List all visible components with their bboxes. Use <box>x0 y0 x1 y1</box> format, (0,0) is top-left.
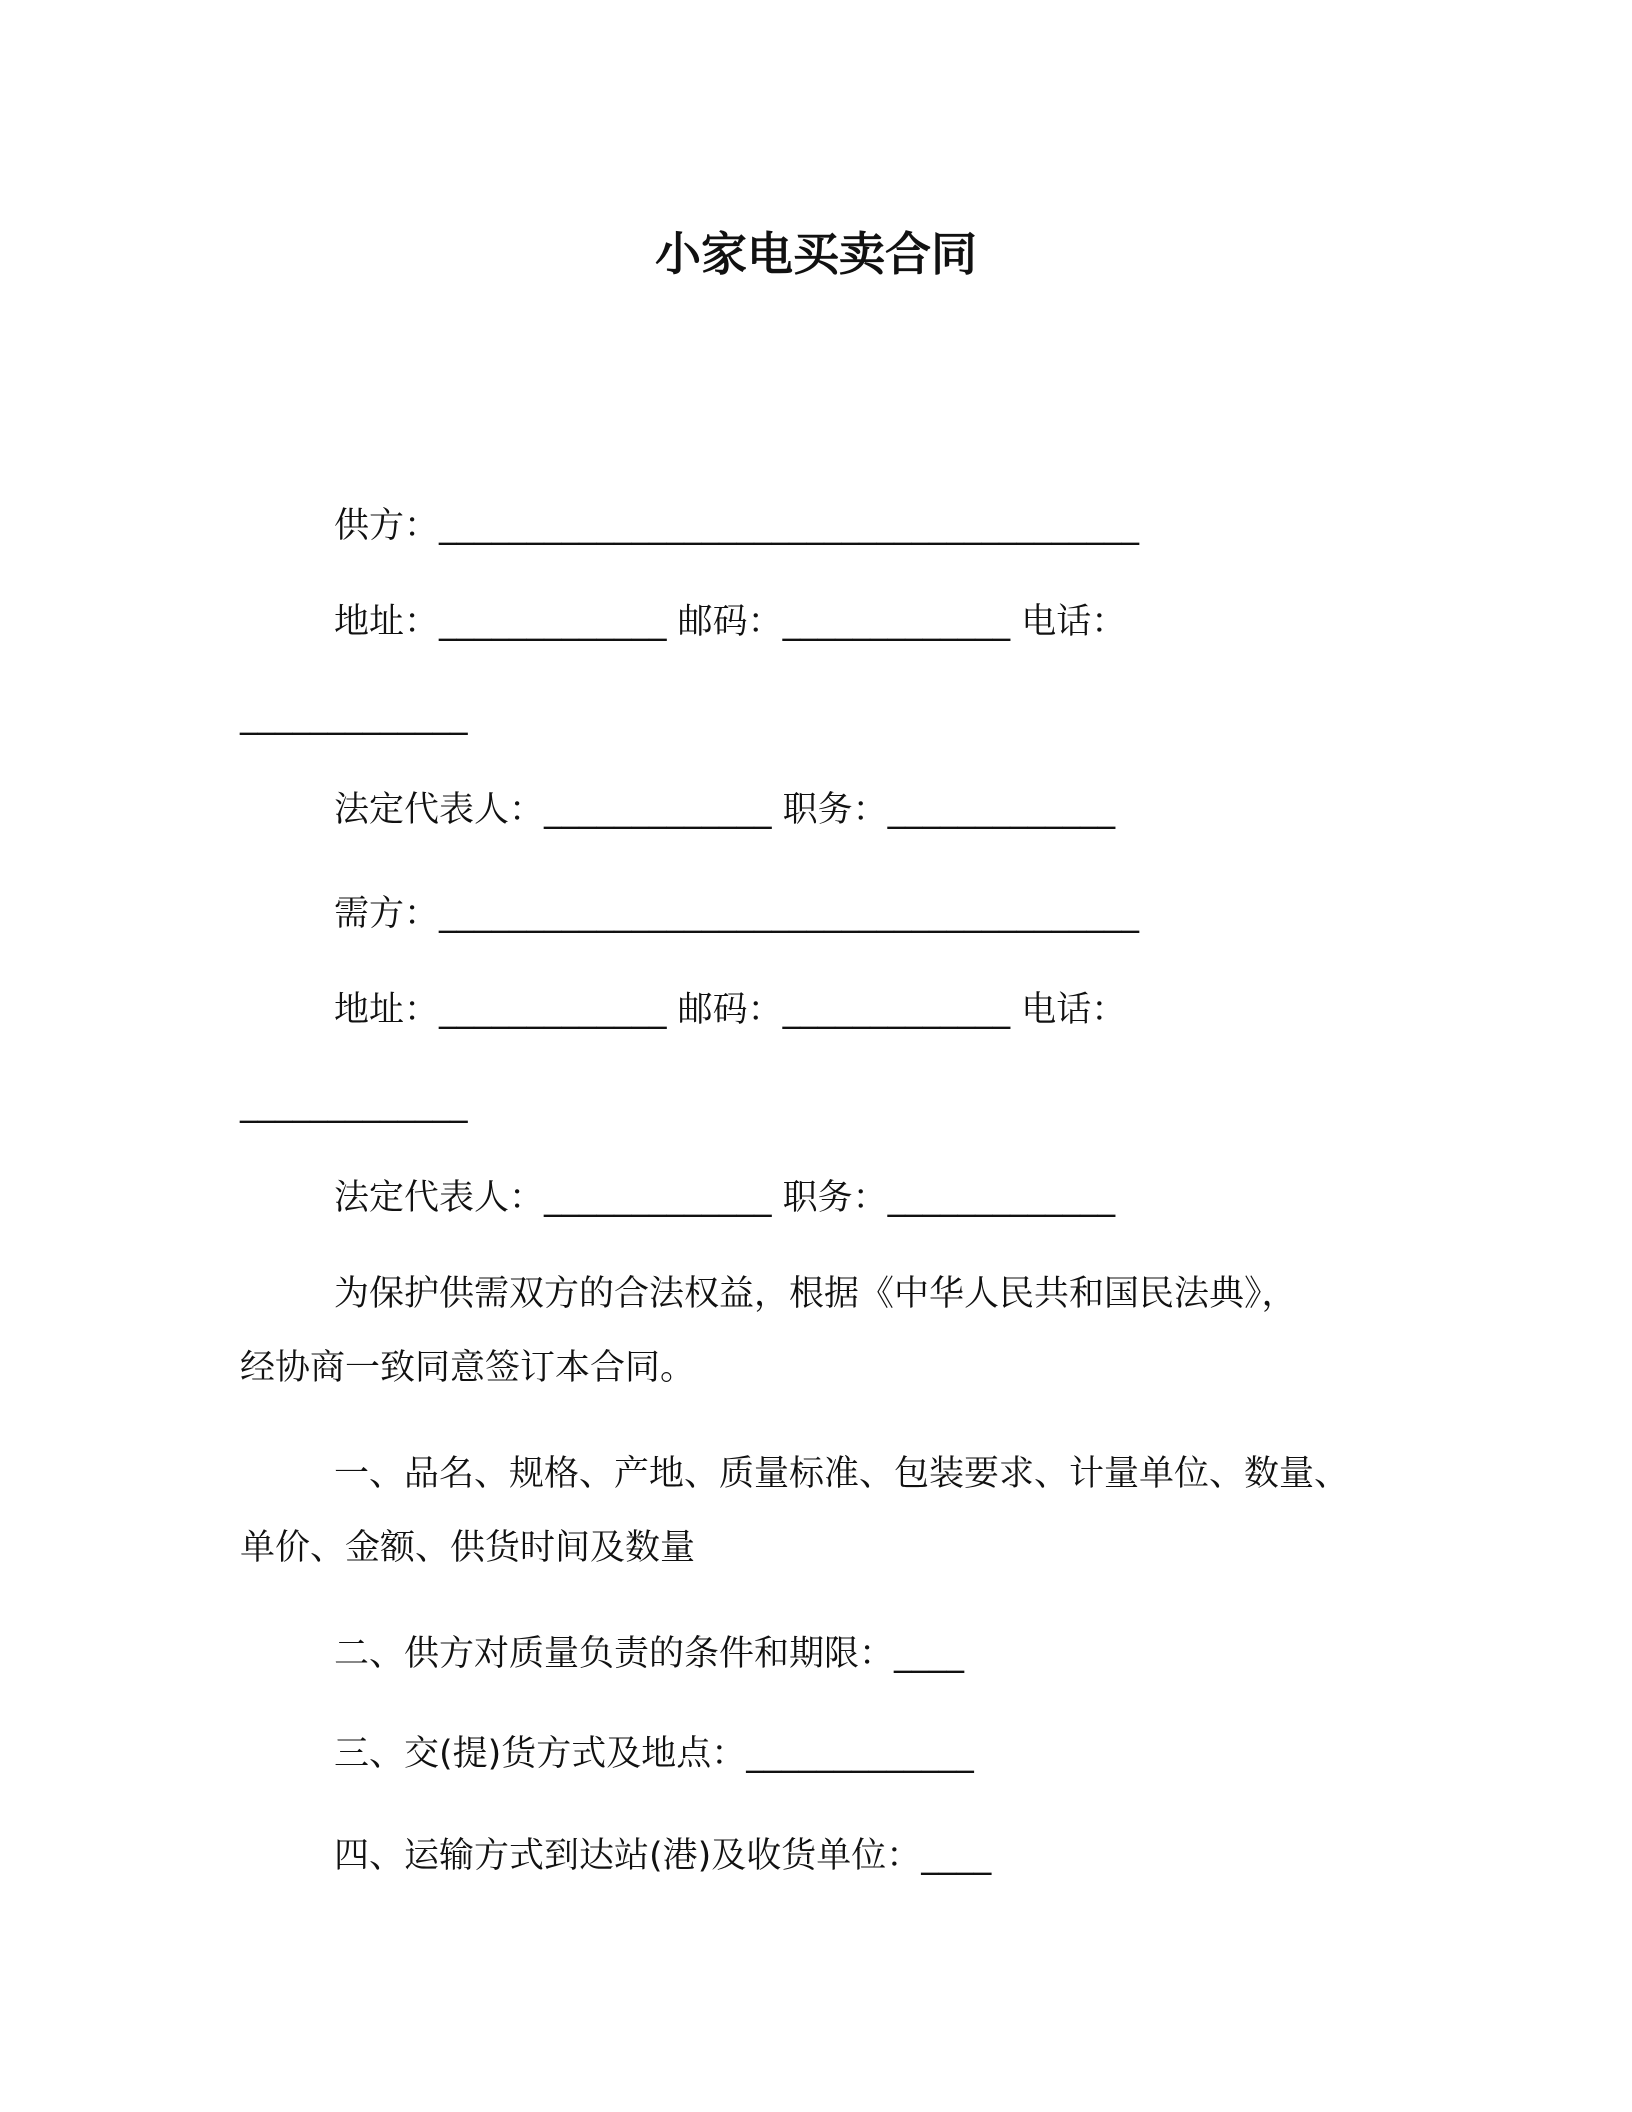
supplier-representative-line: 法定代表人：_____________ 职务：_____________ <box>334 790 1116 830</box>
clause-3: 三、交(提)货方式及地点：_____________ <box>334 1734 974 1774</box>
clause-2: 二、供方对质量负责的条件和期限：____ <box>334 1634 965 1674</box>
preamble-line-2: 经协商一致同意签订本合同。 <box>240 1348 696 1388</box>
supplier-phone-blank: _____________ <box>240 696 468 736</box>
buyer-address-line: 地址：_____________ 邮码：_____________ 电话： <box>334 990 1127 1030</box>
buyer-line: 需方：________________________________________ <box>334 894 1140 934</box>
supplier-line: 供方：________________________________________ <box>334 506 1140 546</box>
supplier-address-line: 地址：_____________ 邮码：_____________ 电话： <box>334 602 1127 642</box>
clause-1-line-1: 一、品名、规格、产地、质量标准、包装要求、计量单位、数量、 <box>334 1454 1350 1494</box>
buyer-phone-blank: _____________ <box>240 1084 468 1124</box>
document-title: 小家电买卖合同 <box>655 227 977 281</box>
preamble-line-1: 为保护供需双方的合法权益，根据《中华人民共和国民法典》， <box>334 1274 1297 1314</box>
clause-1-line-2: 单价、金额、供货时间及数量 <box>240 1528 696 1568</box>
clause-4: 四、运输方式到达站(港)及收货单位：____ <box>334 1836 992 1876</box>
buyer-representative-line: 法定代表人：_____________ 职务：_____________ <box>334 1178 1116 1218</box>
